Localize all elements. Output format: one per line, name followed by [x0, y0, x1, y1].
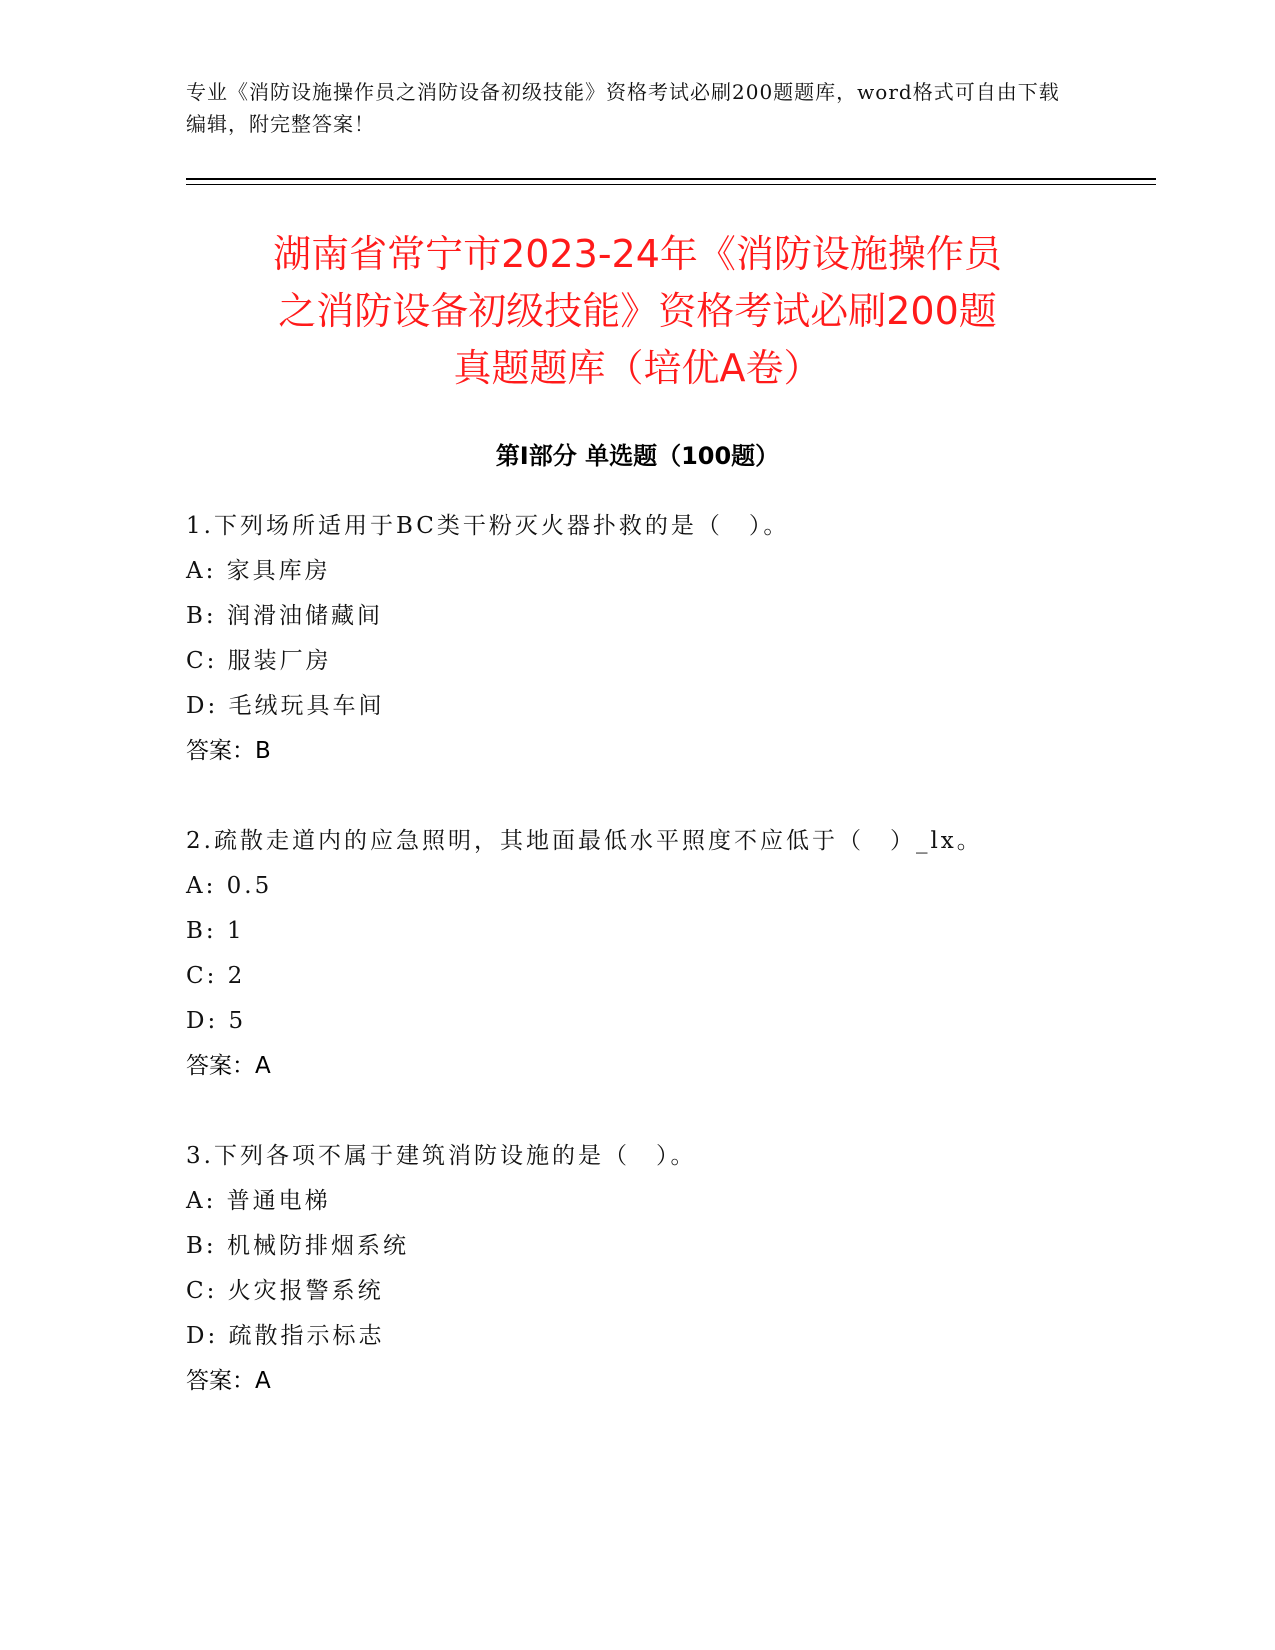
title-line-3: 真题题库（培优A卷）: [453, 346, 822, 390]
option-b: B: 1: [186, 918, 245, 944]
option-c: C: 火灾报警系统: [186, 1278, 384, 1304]
section-heading: 第Ⅰ部分 单选题（100题）: [495, 442, 780, 470]
document-title: [160, 226, 1115, 397]
option-a: A: 0.5: [186, 873, 273, 899]
answer: 答案：A: [186, 1053, 271, 1079]
option-a: A: 普通电梯: [186, 1188, 331, 1214]
answer: 答案：A: [186, 1368, 271, 1394]
option-d: D: 毛绒玩具车间: [186, 693, 385, 719]
header-note: 专业《消防设施操作员之消防设备初级技能》资格考试必刷200题题库，word格式可自由下载编辑，附完整答案！: [186, 80, 1060, 136]
header-rule-thick: [186, 178, 1156, 180]
option-a: A: 家具库房: [186, 558, 331, 584]
option-d: D: 5: [186, 1008, 247, 1034]
question-stem: 2.疏散走道内的应急照明，其地面最低水平照度不应低于（ ）_lx。: [186, 828, 983, 854]
option-b: B: 机械防排烟系统: [186, 1233, 409, 1259]
title-line-2: 之消防设备初级技能》资格考试必刷200题: [278, 289, 997, 333]
option-d: D: 疏散指示标志: [186, 1323, 385, 1349]
question-stem: 3.下列各项不属于建筑消防设施的是（ ）。: [186, 1143, 697, 1169]
option-c: C: 2: [186, 963, 246, 989]
header-rule-thin: [186, 184, 1156, 185]
question-2: [186, 825, 1106, 1082]
title-line-1: 湖南省常宁市2023-24年《消防设施操作员: [273, 232, 1002, 276]
question-3: [186, 1140, 1106, 1397]
question-1: [186, 510, 1106, 767]
answer: 答案：B: [186, 738, 271, 764]
question-stem: 1.下列场所适用于BC类干粉灭火器扑救的是（ ）。: [186, 513, 790, 539]
option-b: B: 润滑油储藏间: [186, 603, 383, 629]
option-c: C: 服装厂房: [186, 648, 332, 674]
